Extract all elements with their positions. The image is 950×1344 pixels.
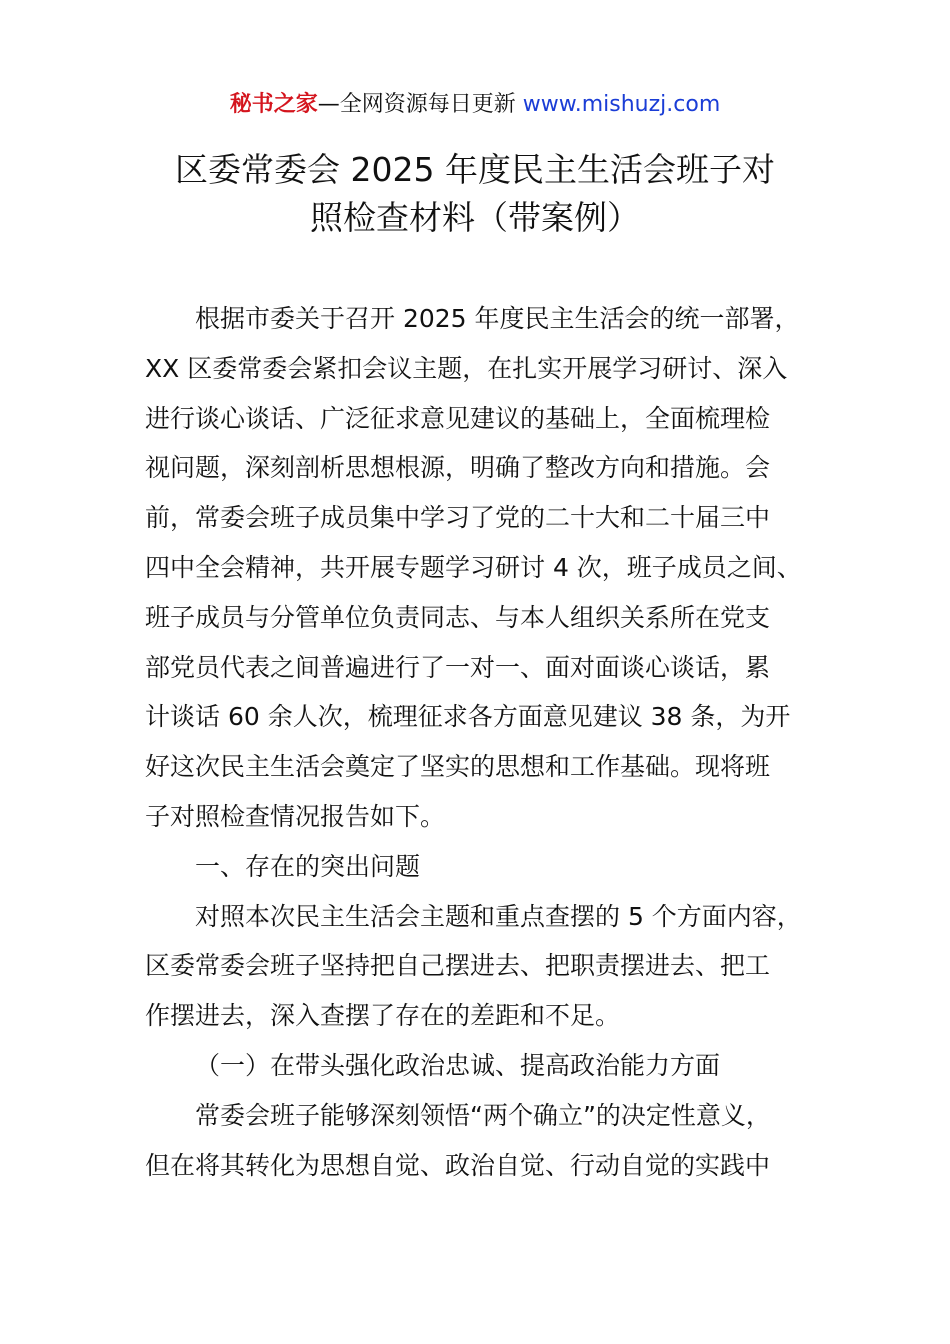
paragraph-line: 视问题，深刻剖析思想根源，明确了整改方向和措施。会 — [145, 453, 771, 483]
paragraph-line: 子对照检查情况报告如下。 — [145, 801, 446, 831]
paragraph-line: 前，常委会班子成员集中学习了党的二十大和二十届三中 — [145, 503, 771, 533]
title-line: 区委常委会 2025 年度民主生活会班子对 — [175, 150, 775, 189]
document-title — [100, 146, 850, 242]
paragraph-line: 班子成员与分管单位负责同志、与本人组织关系所在党支 — [145, 602, 771, 632]
paragraph-line: 但在将其转化为思想自觉、政治自觉、行动自觉的实践中 — [145, 1150, 771, 1180]
paragraph-line: 作摆进去，深入查摆了存在的差距和不足。 — [145, 1001, 621, 1031]
paragraph-line: 好这次民主生活会奠定了坚实的思想和工作基础。现将班 — [145, 752, 771, 782]
subsection-heading: （一）在带头强化政治忠诚、提高政治能力方面 — [195, 1050, 721, 1080]
title-line: 照检查材料（带案例） — [310, 198, 640, 237]
document-body — [145, 294, 835, 1190]
section-heading: 一、存在的突出问题 — [195, 851, 421, 881]
paragraph-line: 根据市委关于召开 2025 年度民主生活会的统一部署， — [195, 304, 800, 333]
site-tagline: —全网资源每日更新 — [317, 92, 523, 117]
site-url-link[interactable]: www.mishuzj.com — [522, 92, 721, 117]
paragraph-line: XX 区委常委会紧扣会议主题，在扎实开展学习研讨、深入 — [145, 353, 788, 383]
paragraph-line: 常委会班子能够深刻领悟“两个确立”的决定性意义， — [195, 1100, 771, 1130]
paragraph-line: 计谈话 60 余人次，梳理征求各方面意见建议 38 条，为开 — [145, 702, 791, 732]
paragraph-line: 部党员代表之间普遍进行了一对一、面对面谈心谈话，累 — [145, 652, 771, 682]
paragraph-line: 四中全会精神，共开展专题学习研讨 4 次，班子成员之间、 — [145, 552, 802, 582]
paragraph-line: 进行谈心谈话、广泛征求意见建议的基础上，全面梳理检 — [145, 403, 771, 433]
paragraph-line: 对照本次民主生活会主题和重点查摆的 5 个方面内容， — [195, 901, 802, 931]
paragraph-line: 区委常委会班子坚持把自己摆进去、把职责摆进去、把工 — [145, 951, 771, 981]
site-brand: 秘书之家 — [229, 92, 318, 117]
site-header — [0, 88, 950, 122]
